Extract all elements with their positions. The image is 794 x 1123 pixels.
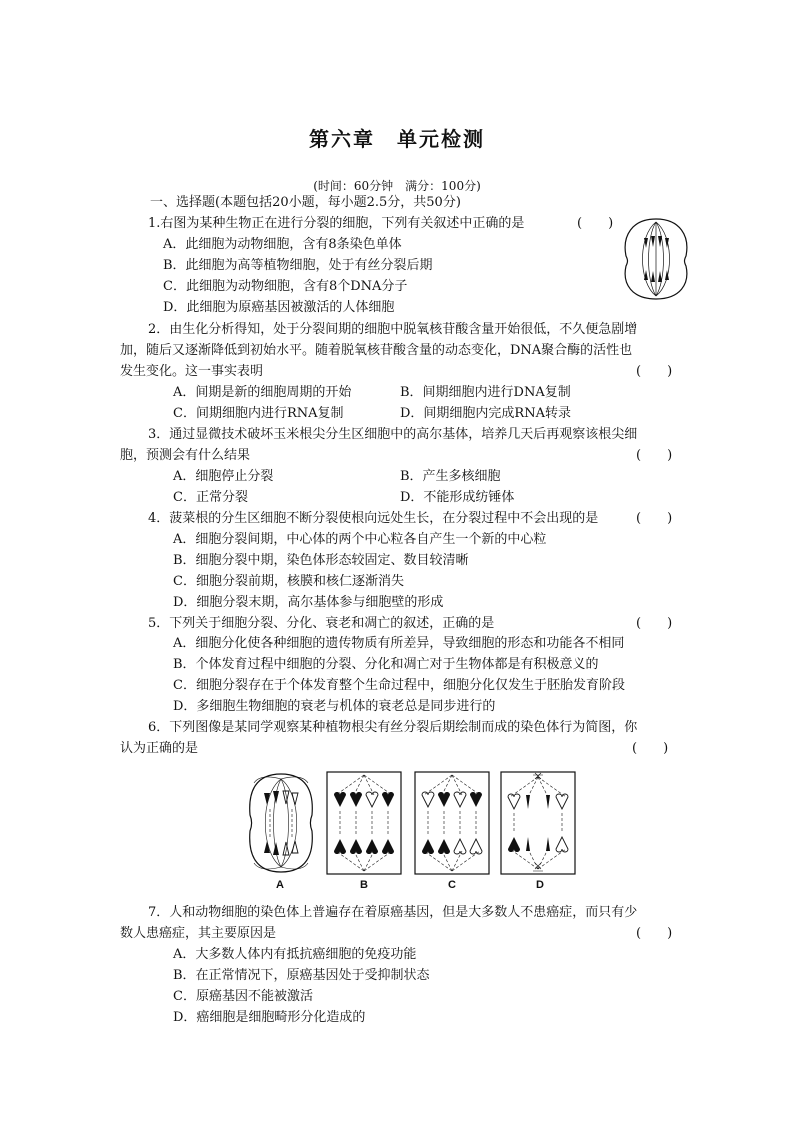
q6-figure-d: [500, 771, 576, 875]
q2-stem-line1: 2．由生化分析得知，处于分裂间期的细胞中脱氧核苷酸含量开始很低，不久便急剧增: [148, 322, 638, 337]
q4-option-d: D．细胞分裂末期，高尔基体参与细胞壁的形成: [173, 595, 444, 610]
q4-option-b: B．细胞分裂中期，染色体形态较固定、数目较清晰: [173, 553, 469, 568]
q2-stem-line3: 发生变化。这一事实表明: [120, 364, 264, 379]
q2-option-a: A．间期是新的细胞周期的开始: [173, 385, 352, 400]
q5-option-c: C．细胞分裂存在于个体发育整个生命过程中，细胞分化仅发生于胚胎发育阶段: [173, 678, 625, 693]
q2-option-b: B．间期细胞内进行DNA复制: [400, 385, 571, 400]
q4-answer-blank: ( ): [636, 511, 673, 526]
q1-option-d: D．此细胞为原癌基因被激活的人体细胞: [163, 300, 395, 315]
q6-figure-c: [414, 771, 490, 875]
q7-option-d: D．癌细胞是细胞畸形分化造成的: [173, 1010, 366, 1025]
exam-info: (时间：60分钟 满分：100分): [313, 179, 481, 193]
q3-option-d: D．不能形成纺锤体: [400, 490, 515, 505]
q1-option-a: A．此细胞为动物细胞，含有8条染色单体: [163, 237, 402, 252]
q4-stem: 4．菠菜根的分生区细胞不断分裂使根向远处生长，在分裂过程中不会出现的是: [148, 511, 599, 526]
q2-option-d: D．间期细胞内完成RNA转录: [400, 406, 571, 421]
q6-stem-line1: 6．下列图像是某同学观察某种植物根尖有丝分裂后期绘制而成的染色体行为简图，你: [148, 720, 638, 735]
q5-stem: 5．下列关于细胞分裂、分化、衰老和凋亡的叙述，正确的是: [148, 616, 495, 631]
section-heading: 一、选择题(本题包括20小题，每小题2.5分，共50分): [150, 195, 461, 210]
q1-stem: 1.右图为某种生物正在进行分裂的细胞，下列有关叙述中正确的是: [148, 216, 525, 231]
q4-option-a: A．细胞分裂间期，中心体的两个中心粒各自产生一个新的中心粒: [173, 532, 547, 547]
q6-label-d: D: [536, 879, 544, 891]
q6-stem-line2: 认为正确的是: [120, 741, 199, 756]
q5-answer-blank: ( ): [636, 616, 673, 631]
q6-figure-a: [246, 771, 316, 875]
q3-stem-line1: 3．通过显微技术破坏玉米根尖分生区细胞中的高尔基体，培养几天后再观察该根尖细: [148, 427, 638, 442]
page-title: 第六章 单元检测: [309, 127, 485, 151]
q6-label-a: A: [276, 879, 284, 891]
q5-option-a: A．细胞分化使各种细胞的遗传物质有所差异，导致细胞的形态和功能各不相同: [173, 636, 625, 651]
q1-answer-blank: ( ): [577, 216, 614, 231]
q4-option-c: C．细胞分裂前期，核膜和核仁逐渐消失: [173, 574, 404, 589]
q3-answer-blank: ( ): [636, 448, 673, 463]
q7-option-b: B．在正常情况下，原癌基因处于受抑制状态: [173, 968, 430, 983]
q5-option-b: B．个体发育过程中细胞的分裂、分化和凋亡对于生物体都是有积极意义的: [173, 657, 599, 672]
q3-option-c: C．正常分裂: [173, 490, 248, 505]
q1-option-b: B．此细胞为高等植物细胞，处于有丝分裂后期: [163, 258, 433, 273]
q3-option-a: A．细胞停止分裂: [173, 469, 274, 484]
q3-stem-line2: 胞，预测会有什么结果: [120, 448, 251, 463]
q7-stem-line2: 数人患癌症，其主要原因是: [120, 926, 277, 941]
q5-option-d: D．多细胞生物细胞的衰老与机体的衰老总是同步进行的: [173, 699, 496, 714]
q2-stem-line2: 加，随后又逐渐降低到初始水平。随着脱氧核苷酸含量的动态变化，DNA聚合酶的活性也: [120, 343, 633, 358]
q1-cell-figure: [620, 216, 692, 302]
q6-figure-b: [326, 771, 402, 875]
q6-answer-blank: ( ): [632, 741, 669, 756]
q6-label-c: C: [448, 879, 456, 891]
q7-option-c: C．原癌基因不能被激活: [173, 989, 313, 1004]
q2-option-c: C．间期细胞内进行RNA复制: [173, 406, 344, 421]
q7-stem-line1: 7．人和动物细胞的染色体上普遍存在着原癌基因，但是大多数人不患癌症，而只有少: [148, 905, 638, 920]
q1-option-c: C．此细胞为动物细胞，含有8个DNA分子: [163, 279, 408, 294]
q6-label-b: B: [360, 879, 368, 891]
q7-option-a: A．大多数人体内有抵抗癌细胞的免疫功能: [173, 947, 417, 962]
q7-answer-blank: ( ): [636, 926, 673, 941]
q2-answer-blank: ( ): [636, 364, 673, 379]
q3-option-b: B．产生多核细胞: [400, 469, 501, 484]
